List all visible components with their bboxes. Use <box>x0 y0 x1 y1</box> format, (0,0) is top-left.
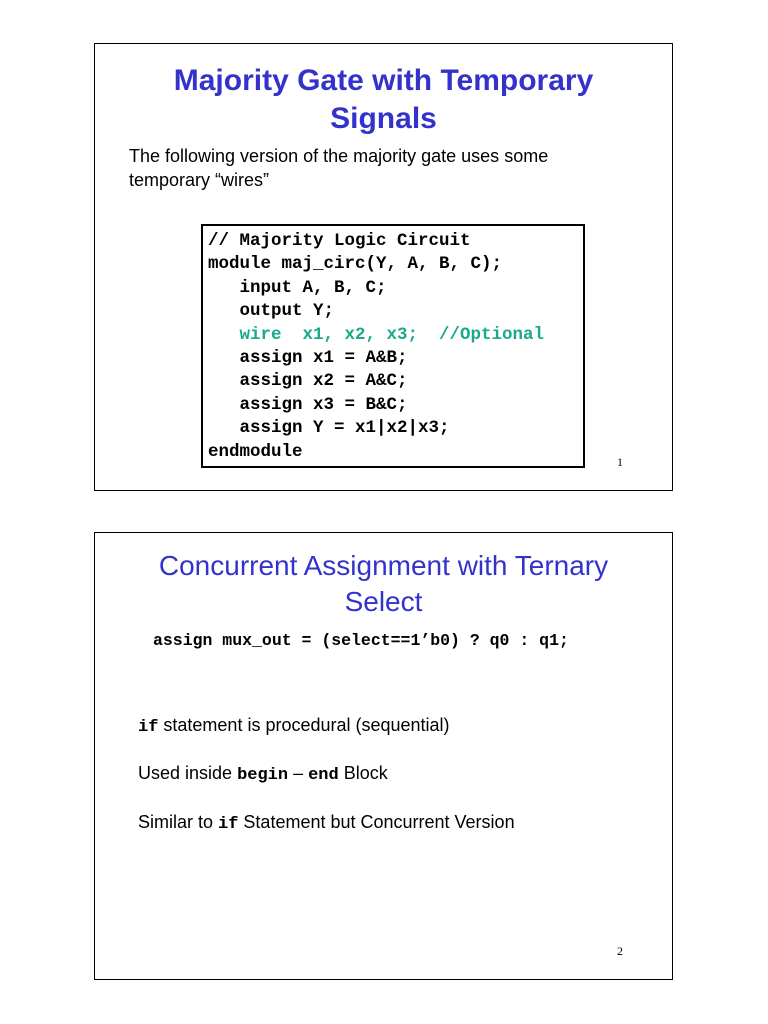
bullet-2-post: Block <box>338 763 388 783</box>
keyword-end: end <box>308 766 339 785</box>
slide-1 <box>94 43 673 491</box>
bullet-begin-end <box>138 761 388 788</box>
code-line: input A, B, C; <box>208 277 387 298</box>
slide-1-title-line-1: Majority Gate with Temporary <box>173 64 594 97</box>
code-line: assign x1 = A&B; <box>208 347 408 368</box>
intro-line-2: temporary “wires” <box>129 170 270 190</box>
code-line-highlighted: wire x1, x2, x3; //Optional <box>208 324 545 345</box>
slide-1-title <box>95 62 672 138</box>
bullet-3-post: Statement but Concurrent Version <box>238 812 515 832</box>
slide-2-page-number: 2 <box>617 944 623 958</box>
code-line: assign Y = x1|x2|x3; <box>208 418 450 439</box>
bullet-3-pre: Similar to <box>138 812 219 832</box>
keyword-if: if <box>218 815 239 834</box>
bullet-2-mid: – <box>288 763 309 783</box>
keyword-begin: begin <box>237 766 289 785</box>
slide-2-title <box>95 548 672 620</box>
slide-2-title-line-1: Concurrent Assignment with Ternary <box>158 550 609 581</box>
code-line: output Y; <box>208 301 335 322</box>
code-line: // Majority Logic Circuit <box>208 231 471 251</box>
slide-1-page-number: 1 <box>617 455 623 469</box>
slide-2-title-line-2: Select <box>344 586 423 617</box>
bullet-2-pre: Used inside <box>138 763 238 783</box>
slide-1-intro <box>129 144 629 192</box>
code-line: assign x2 = A&C; <box>208 371 408 392</box>
slide-1-title-line-2: Signals <box>330 102 437 135</box>
intro-line-1: The following version of the majority gate uses some <box>129 146 549 166</box>
bullet-similar-to-if <box>138 810 515 837</box>
bullet-if-procedural <box>138 713 450 740</box>
ternary-assign-code: assign mux_out = (select==1’b0) ? q0 : q1; <box>153 631 569 650</box>
keyword-if: if <box>138 718 159 737</box>
slide-2 <box>94 532 673 980</box>
bullet-1-text: statement is procedural (sequential) <box>158 715 450 735</box>
verilog-code-box <box>201 224 585 468</box>
code-line: module maj_circ(Y, A, B, C); <box>208 254 503 275</box>
code-line: endmodule <box>208 441 303 462</box>
code-line: assign x3 = B&C; <box>208 394 408 415</box>
